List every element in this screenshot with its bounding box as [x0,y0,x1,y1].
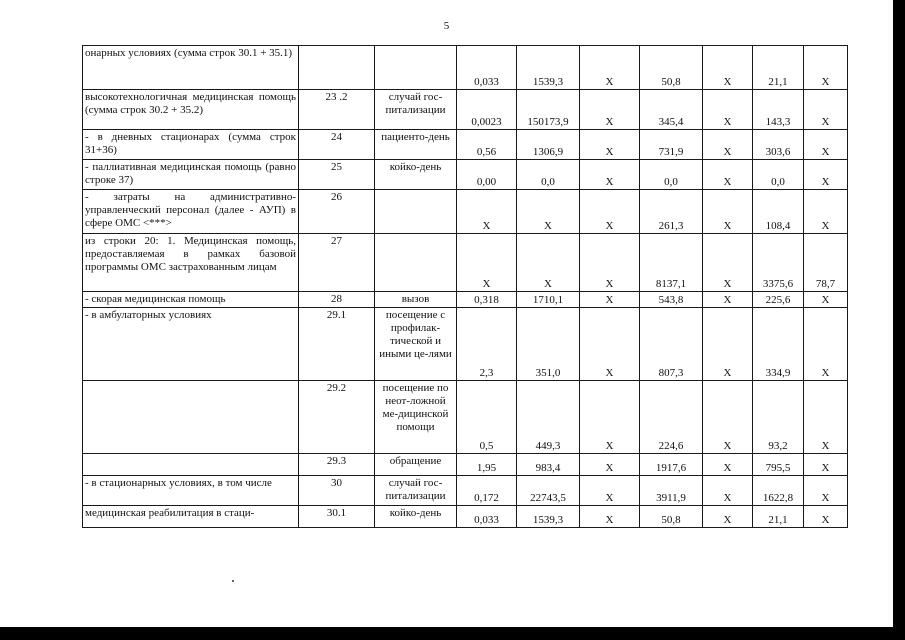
value-cell: Х [703,90,753,130]
value-cell: 2,3 [457,308,517,381]
unit-cell: обращение [375,454,457,476]
row-number-cell: 27 [299,234,375,292]
value-cell: Х [457,190,517,234]
value-cell: 795,5 [753,454,804,476]
value-cell: 0,0 [753,160,804,190]
row-name-cell: - в амбулаторных условиях [83,308,299,381]
row-number-cell: 24 [299,130,375,160]
table-row [83,454,848,476]
value-cell: Х [580,506,640,528]
value-cell: 108,4 [753,190,804,234]
value-cell: 143,3 [753,90,804,130]
table-row [83,476,848,506]
value-cell: Х [580,234,640,292]
row-name-cell [83,454,299,476]
value-cell: 21,1 [753,506,804,528]
value-cell: 1917,6 [640,454,703,476]
value-cell: 8137,1 [640,234,703,292]
value-cell: 351,0 [517,308,580,381]
value-cell: Х [703,190,753,234]
value-cell: 0,0 [640,160,703,190]
value-cell: Х [804,90,848,130]
scan-speck [232,580,234,582]
value-cell: 303,6 [753,130,804,160]
value-cell: 0,0023 [457,90,517,130]
value-cell: Х [703,46,753,90]
table-row [83,292,848,308]
value-cell: 78,7 [804,234,848,292]
value-cell: 0,0 [517,160,580,190]
value-cell: Х [804,308,848,381]
value-cell: Х [580,292,640,308]
value-cell: 0,033 [457,506,517,528]
value-cell: Х [703,381,753,454]
value-cell: Х [804,292,848,308]
value-cell: 983,4 [517,454,580,476]
value-cell: 807,3 [640,308,703,381]
value-cell: Х [580,160,640,190]
value-cell: 0,56 [457,130,517,160]
value-cell: 150173,9 [517,90,580,130]
value-cell: 225,6 [753,292,804,308]
table-row [83,90,848,130]
value-cell: Х [804,381,848,454]
value-cell: Х [703,292,753,308]
unit-cell: вызов [375,292,457,308]
scan-border-bottom [0,627,905,640]
row-name-cell: - паллиативная медицинская помощь (равно строке 37) [83,160,299,190]
row-number-cell [299,46,375,90]
row-name-cell: - в стационарных условиях, в том числе [83,476,299,506]
value-cell: 345,4 [640,90,703,130]
value-cell: 93,2 [753,381,804,454]
value-cell: Х [703,308,753,381]
value-cell: 0,318 [457,292,517,308]
value-cell: 0,00 [457,160,517,190]
row-name-cell: - затраты на административно-управленческий персонал (далее - АУП) в сфере ОМС <***> [83,190,299,234]
value-cell: Х [517,190,580,234]
unit-cell: койко-день [375,160,457,190]
value-cell: 21,1 [753,46,804,90]
unit-cell [375,46,457,90]
value-cell: Х [580,454,640,476]
value-cell: Х [703,476,753,506]
value-cell: Х [580,190,640,234]
value-cell: Х [703,454,753,476]
row-name-cell: высокотехнологичная медицинская помощь (сумма строк 30.2 + 35.2) [83,90,299,130]
value-cell: Х [804,506,848,528]
row-name-cell: - в дневных стационарах (сумма строк 31+36) [83,130,299,160]
row-name-cell [83,381,299,454]
value-cell: Х [703,234,753,292]
value-cell: Х [804,160,848,190]
row-number-cell: 23 .2 [299,90,375,130]
value-cell: Х [804,476,848,506]
value-cell: Х [804,46,848,90]
value-cell: 22743,5 [517,476,580,506]
value-cell: Х [804,454,848,476]
value-cell: Х [580,46,640,90]
value-cell: Х [703,160,753,190]
value-cell: 1710,1 [517,292,580,308]
value-cell: 50,8 [640,506,703,528]
unit-cell: пациенто-день [375,130,457,160]
value-cell: 50,8 [640,46,703,90]
table-row [83,308,848,381]
value-cell: Х [580,476,640,506]
value-cell: 334,9 [753,308,804,381]
value-cell: 731,9 [640,130,703,160]
row-name-cell: из строки 20: 1. Медицинская помощь, предоставляемая в рамках базовой программы ОМС застрахованным лицам [83,234,299,292]
value-cell: 449,3 [517,381,580,454]
value-cell: Х [517,234,580,292]
value-cell: 543,8 [640,292,703,308]
unit-cell: случай гос-питализации [375,90,457,130]
data-table [82,45,848,528]
value-cell: Х [580,130,640,160]
value-cell: Х [804,130,848,160]
unit-cell: койко-день [375,506,457,528]
value-cell: 0,5 [457,381,517,454]
unit-cell: случай гос-питализации [375,476,457,506]
value-cell: Х [580,381,640,454]
table-row [83,160,848,190]
table-row [83,190,848,234]
value-cell: Х [703,506,753,528]
value-cell: Х [703,130,753,160]
value-cell: Х [580,90,640,130]
value-cell: 0,172 [457,476,517,506]
value-cell: 3375,6 [753,234,804,292]
row-name-cell: - скорая медицинская помощь [83,292,299,308]
scan-border-right [893,0,905,640]
row-name-cell: медицинская реабилитация в стаци- [83,506,299,528]
table-row [83,234,848,292]
unit-cell: посещение по неот-ложной ме-дицинской помощи [375,381,457,454]
value-cell: 1539,3 [517,46,580,90]
row-number-cell: 29.3 [299,454,375,476]
row-number-cell: 29.2 [299,381,375,454]
value-cell: 261,3 [640,190,703,234]
row-number-cell: 30 [299,476,375,506]
table-row [83,381,848,454]
value-cell: 224,6 [640,381,703,454]
value-cell: Х [580,308,640,381]
value-cell: 0,033 [457,46,517,90]
value-cell: 1306,9 [517,130,580,160]
value-cell: Х [457,234,517,292]
table-body [83,46,848,528]
row-number-cell: 25 [299,160,375,190]
row-number-cell: 28 [299,292,375,308]
value-cell: 1539,3 [517,506,580,528]
row-name-cell: онарных условиях (сумма строк 30.1 + 35.1) [83,46,299,90]
value-cell: 1,95 [457,454,517,476]
row-number-cell: 26 [299,190,375,234]
page-number: 5 [443,20,450,32]
unit-cell [375,190,457,234]
row-number-cell: 29.1 [299,308,375,381]
table-row [83,506,848,528]
unit-cell [375,234,457,292]
table-row [83,130,848,160]
table-row [83,46,848,90]
unit-cell: посещение с профилак-тической и иными це-лями [375,308,457,381]
value-cell: 3911,9 [640,476,703,506]
row-number-cell: 30.1 [299,506,375,528]
value-cell: Х [804,190,848,234]
value-cell: 1622,8 [753,476,804,506]
